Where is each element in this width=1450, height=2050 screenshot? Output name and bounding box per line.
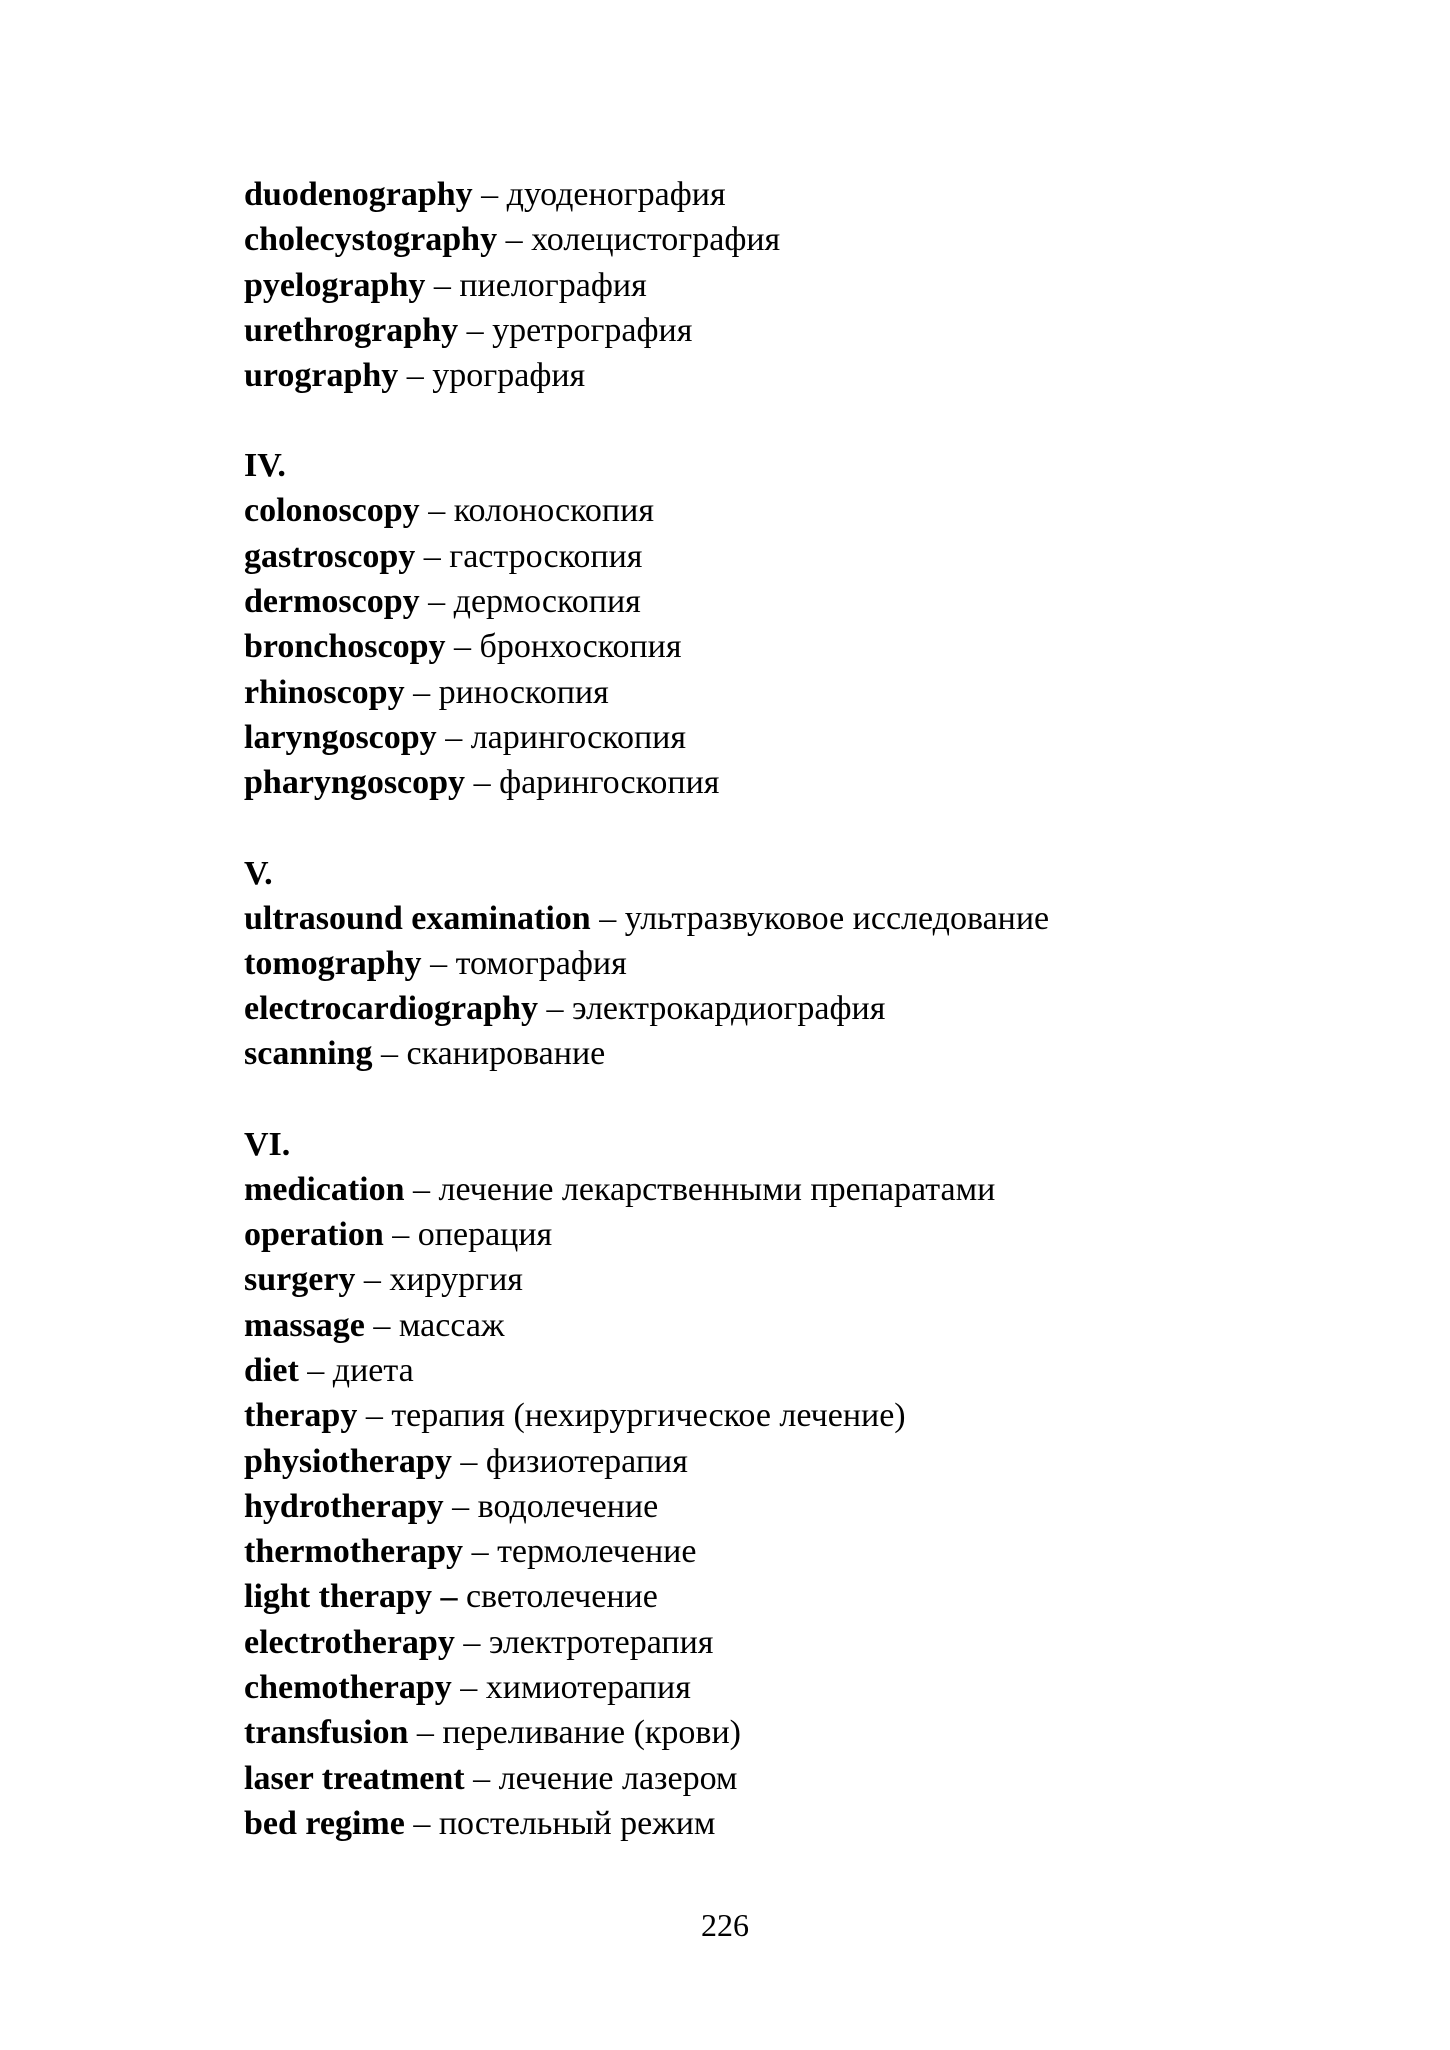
entry-translation: ларингоскопия [470,718,686,756]
entry-translation: электрокардиография [571,990,886,1028]
glossary-entry [244,534,1344,579]
entry-dash: – [481,176,499,213]
entry-term: massage [244,1306,365,1344]
glossary-entry [244,353,1344,398]
entry-translation: фарингоскопия [499,764,720,802]
entry-dash: – [473,764,491,802]
entry-dash: – [413,1804,431,1842]
entry-translation: физиотерапия [485,1442,688,1480]
entry-dash: – [460,1442,478,1480]
entry-term: diet [244,1351,299,1389]
glossary-entry [244,624,1344,669]
entry-term: operation [244,1216,384,1254]
entry-translation: пиелография [459,266,647,304]
entry-translation: хирургия [389,1261,523,1299]
entry-term: bed regime [244,1804,405,1842]
glossary-entry [244,1303,1344,1348]
entry-dash: – [433,266,451,304]
entry-dash: – [473,1759,491,1797]
entry-term: pharyngoscopy [244,764,466,802]
entry-translation: светолечение [465,1578,658,1616]
entry-term: urography [244,357,399,395]
glossary-entry [244,896,1344,941]
entry-translation: лечение лазером [498,1759,738,1797]
entry-term: scanning [244,1035,373,1073]
entry-term: gastroscopy [244,537,416,575]
entry-dash: – [440,1578,458,1616]
glossary-entry [244,1257,1344,1302]
entry-dash: – [373,1306,391,1344]
glossary-entry [244,715,1344,760]
glossary-entry [244,488,1344,533]
entry-dash: – [430,944,448,982]
entry-term: electrotherapy [244,1623,455,1661]
entry-dash: – [466,311,484,349]
entry-translation: постельный режим [438,1804,716,1842]
entry-term: hydrotherapy [244,1487,444,1525]
entry-term: surgery [244,1261,356,1299]
glossary-entry [244,263,1344,308]
glossary-content [244,172,1344,1846]
entry-dash: – [363,1261,381,1299]
glossary-entry [244,1801,1344,1846]
glossary-entry [244,1710,1344,1755]
entry-translation: урография [432,357,586,395]
entry-dash: – [445,718,463,756]
entry-translation: дермоскопия [453,583,641,621]
glossary-entry [244,1212,1344,1257]
entry-term: rhinoscopy [244,673,405,711]
entry-term: laser treatment [244,1759,465,1797]
entry-translation: ультразвуковое исследование [624,899,1050,937]
entry-translation: холецистография [531,221,781,259]
entry-term: urethrography [244,311,459,349]
entry-translation: диета [332,1351,414,1389]
section-heading: IV. [244,447,286,485]
entry-translation: переливание (крови) [442,1714,742,1752]
entry-translation: гастроскопия [449,537,643,575]
entry-dash: – [406,357,424,395]
entry-term: dermoscopy [244,583,420,621]
entry-translation: томография [455,944,627,982]
glossary-entry [244,172,1344,217]
glossary-entry [244,1574,1344,1619]
entry-translation: колоноскопия [453,492,654,530]
entry-translation: бронхоскопия [479,628,682,666]
entry-translation: водолечение [477,1487,659,1525]
entry-term: colonoscopy [244,492,420,530]
glossary-entry [244,579,1344,624]
entry-translation: уретрография [492,311,693,349]
entry-term: medication [244,1170,405,1208]
entry-dash: – [413,673,431,711]
entry-term: chemotherapy [244,1669,452,1707]
glossary-section [244,443,1344,805]
entry-translation: лечение лекарственными препаратами [438,1170,996,1208]
glossary-entry [244,986,1344,1031]
glossary-entry [244,1756,1344,1801]
glossary-section [244,851,1344,1077]
glossary-entry [244,1167,1344,1212]
glossary-entry [244,1620,1344,1665]
entry-term: ultrasound examination [244,899,591,937]
entry-term: cholecystography [244,221,498,259]
glossary-entry [244,1348,1344,1393]
entry-term: tomography [244,944,422,982]
entry-translation: термолечение [497,1533,697,1571]
entry-dash: – [416,1714,434,1752]
entry-term: thermotherapy [244,1533,464,1571]
entry-dash: – [428,492,446,530]
entry-dash: – [471,1533,489,1571]
entry-term: duodenography [244,176,473,213]
entry-term: pyelography [244,266,426,304]
glossary-entry [244,1393,1344,1438]
entry-dash: – [423,537,441,575]
entry-dash: – [599,899,617,937]
section-heading: VI. [244,1125,291,1163]
entry-translation: электротерапия [488,1623,714,1661]
entry-translation: сканирование [406,1035,606,1073]
entry-translation: химиотерапия [485,1669,691,1707]
entry-term: laryngoscopy [244,718,437,756]
entry-translation: терапия (нехирургическое лечение) [391,1397,906,1435]
entry-term: light therapy [244,1578,432,1616]
entry-dash: – [460,1669,478,1707]
entry-term: physiotherapy [244,1442,452,1480]
glossary-entry [244,217,1344,262]
glossary-entry [244,1484,1344,1529]
entry-dash: – [505,221,523,259]
page-number: 226 [701,1907,749,1943]
entry-term: transfusion [244,1714,409,1752]
section-heading: V. [244,854,273,892]
entry-term: therapy [244,1397,358,1435]
glossary-section [244,1122,1344,1846]
entry-dash: – [463,1623,481,1661]
glossary-entry [244,760,1344,805]
entry-term: bronchoscopy [244,628,446,666]
entry-dash: – [546,990,564,1028]
glossary-entry [244,1529,1344,1574]
entry-translation: риноскопия [438,673,609,711]
entry-dash: – [428,583,446,621]
entry-dash: – [365,1397,383,1435]
entry-dash: – [392,1216,410,1254]
entry-dash: – [307,1351,325,1389]
entry-term: electrocardiography [244,990,538,1028]
glossary-entry [244,1439,1344,1484]
entry-dash: – [381,1035,398,1073]
glossary-entry [244,670,1344,715]
entry-translation: дуоденография [506,176,726,213]
glossary-entry [244,941,1344,986]
entry-dash: – [452,1487,470,1525]
glossary-entry [244,1031,1344,1076]
entry-dash: – [454,628,472,666]
glossary-entry [244,1665,1344,1710]
glossary-entry [244,308,1344,353]
entry-dash: – [413,1170,431,1208]
entry-translation: массаж [398,1306,505,1344]
glossary-section [244,172,1344,398]
entry-translation: операция [417,1216,553,1254]
